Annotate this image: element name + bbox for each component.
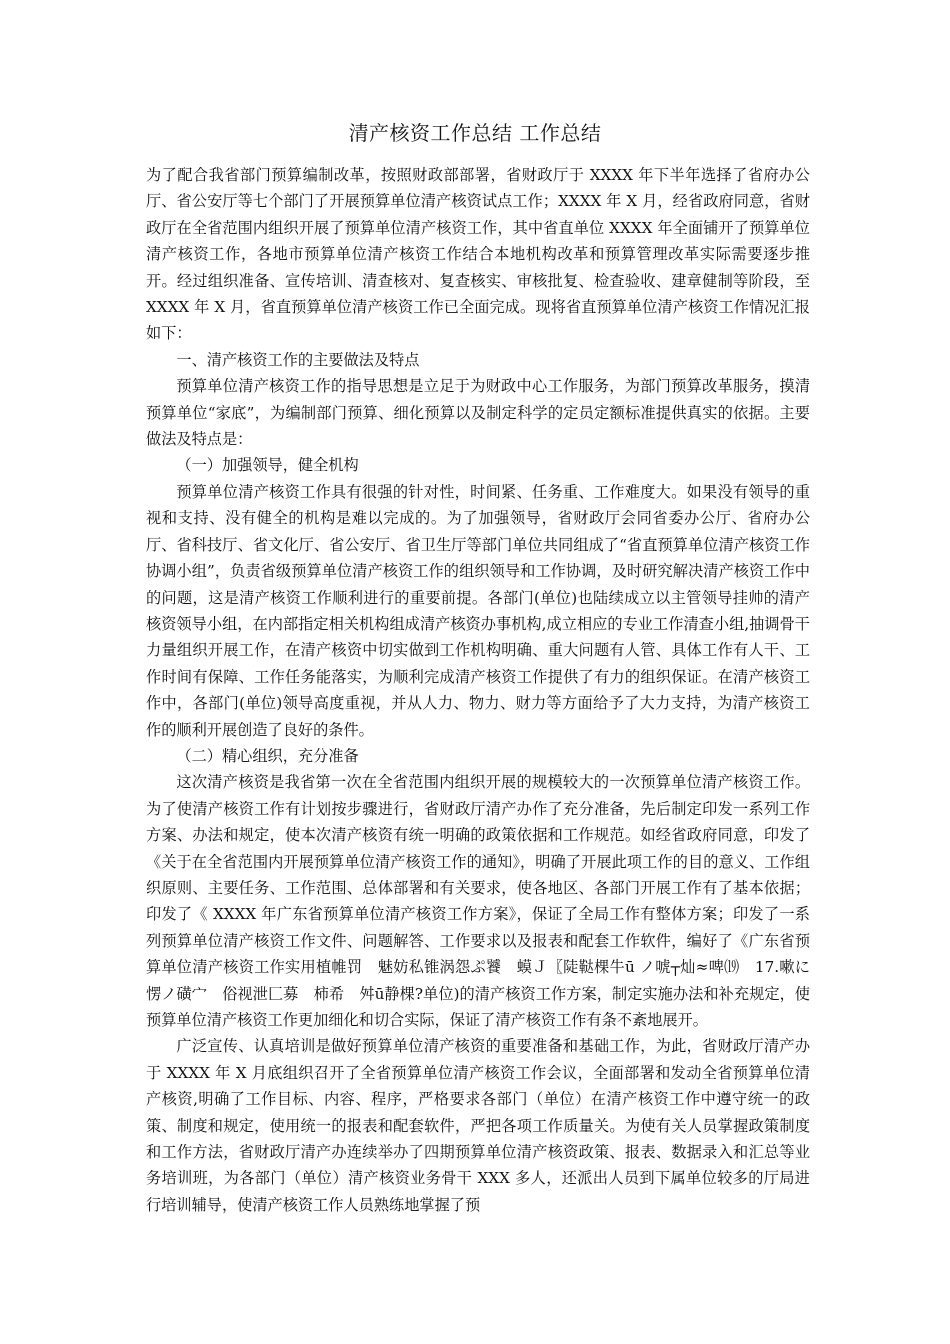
body-paragraph: 广泛宣传、认真培训是做好预算单位清产核资的重要准备和基础工作，为此，省财政厅清产办于 XXXX 年 X 月底组织召开了全省预算单位清产核资工作会议，全面部署和发动全省预算单位清产核资,明确了工作目标、内容、程序，严格要求各部门（单位）在清产核资工作中遵守统一的政策、制度和规定，使用统一的报表和配套软件，严把各项工作质量关。为使有关人员掌握政策制度和工作方法，省财政厅清产办连续举办了四期预算单位清产核资政策、报表、数据录入和汇总等业务培训班，为各部门（单位）清产核资业务骨干 XXX 多人，还派出人员到下属单位较多的厅局进行培训辅导，使清产核资工作人员熟练地掌握了预 (146, 1037, 810, 1214)
section-heading-1: 一、清产核资工作的主要做法及特点 (176, 350, 420, 369)
body-paragraph: 这次清产核资是我省第一次在全省范围内组织开展的规模较大的一次预算单位清产核资工作。为了使清产核资工作有计划按步骤进行，省财政厅清产办作了充分准备，先后制定印发一系列工作方案、办法和规定，使本次清产核资有统一明确的政策依据和工作规范。如经省政府同意，印发了《关于在全省范围内开展预算单位清产核资工作的通知》，明确了开展此项工作的目的意义、工作组织原则、主要任务、工作范围、总体部署和有关要求，使各地区、各部门开展工作有了基本依据；印发了《 XXXX 年广东省预算单位清产核资工作方案》，保证了全局工作有整体方案；印发了一系列预算单位清产核资工作文件、问题解答、工作要求以及报表和配套工作软件，编好了《广东省预算单位清产核资工作实用植帷罚 魅妨私锥涡怨ぷ饕 蟆Ｊ〖陡鞑棵牛ū ノ唬┬灿≈啤⒆ 17.嗽に愣ノ磺宀 俗视泄匚募 柿希 舛ū静棵?单位)的清产核资工作方案，制定实施办法和补充规定，使预算单位清产核资工作更加细化和切合实际，保证了清产核资工作有条不紊地展开。 (146, 773, 810, 1029)
body-paragraph: 预算单位清产核资工作具有很强的针对性，时间紧、任务重、工作难度大。如果没有领导的重视和支持、没有健全的机构是难以完成的。为了加强领导，省财政厅会同省委办公厅、省府办公厅、省科技厅、省文化厅、省公安厅、省卫生厅等部门单位共同组成了“省直预算单位清产核资工作协调小组”，负责省级预算单位清产核资工作的组织领导和工作协调，及时研究解决清产核资工作中的问题，这是清产核资工作顺利进行的重要前提。各部门(单位)也陆续成立以主管领导挂帅的清产核资领导小组，在内部指定相关机构组成清产核资办事机构,成立相应的专业工作清查小组,抽调骨干力量组织开展工作，在清产核资中切实做到工作机构明确、重大问题有人管、具体工作有人干、工作时间有保障、工作任务能落实，为顺利完成清产核资工作提供了有力的组织保证。在清产核资工作中，各部门(单位)领导高度重视，并从人力、物力、财力等方面给予了大力支持，为清产核资工作的顺利开展创造了良好的条件。 (146, 482, 810, 739)
document-body (146, 162, 810, 1218)
document-title: 清产核资工作总结 工作总结 (348, 121, 602, 145)
intro-paragraph: 为了配合我省部门预算编制改革，按照财政部部署，省财政厅于 XXXX 年下半年选择了省府办公厅、省公安厅等七个部门了开展预算单位清产核资试点工作；XXXX 年 X 月，经省政府同意，省财政厅在全省范围内组织开展了预算单位清产核资工作，其中省直单位 XXXX 年全面铺开了预算单位清产核资工作，各地市预算单位清产核资工作结合本地机构改革和预算管理改革实际需要逐步推开。经过组织准备、宣传培训、清查核对、复查核实、审核批复、检查验收、建章健制等阶段，至 XXXX 年 X 月，省直预算单位清产核资工作已全面完成。现将省直预算单位清产核资工作情况汇报如下： (146, 166, 810, 343)
body-paragraph: 预算单位清产核资工作的指导思想是立足于为财政中心工作服务，为部门预算改革服务，摸清预算单位“家底”，为编制部门预算、细化预算以及制定科学的定员定额标准提供真实的依据。主要做法及特点是： (146, 377, 810, 449)
subsection-heading-1: （一）加强领导，健全机构 (176, 456, 359, 475)
subsection-heading-2: （二）精心组织，充分准备 (176, 746, 359, 765)
